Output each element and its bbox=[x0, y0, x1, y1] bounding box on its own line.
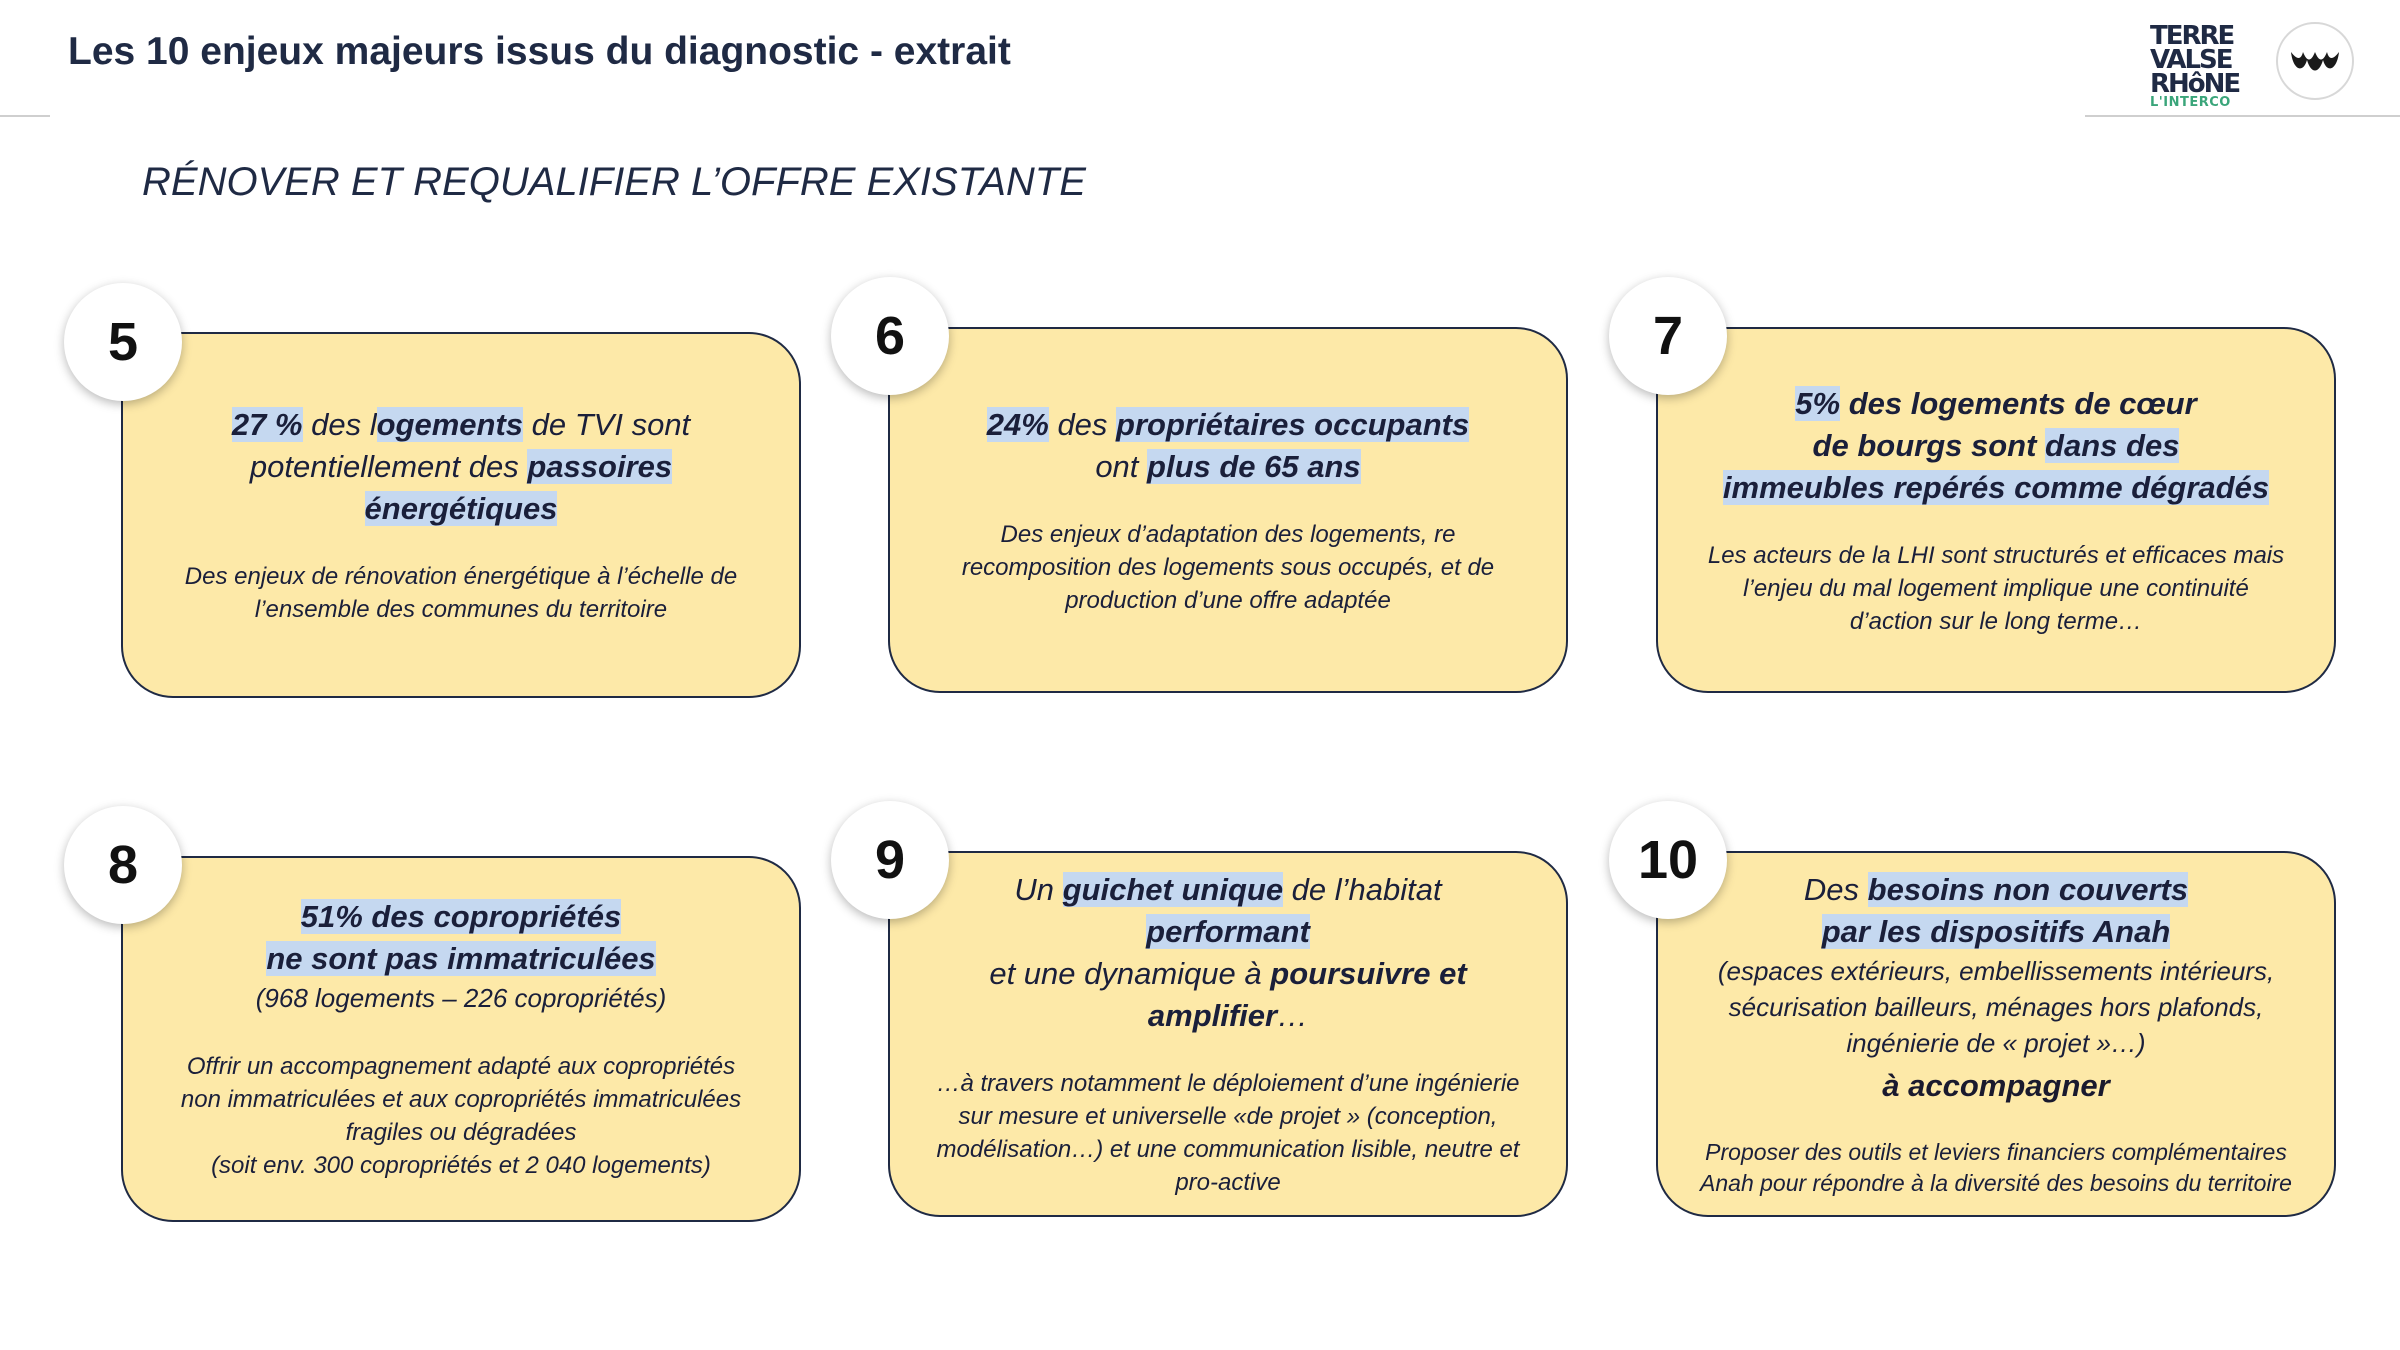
headline-line bbox=[1723, 467, 2269, 509]
highlighted-text: guichet unique bbox=[1062, 872, 1284, 907]
headline-text: potentiellement des bbox=[249, 449, 528, 484]
highlighted-text: 5% bbox=[1795, 385, 1841, 421]
detail-line: (968 logements – 226 copropriétés) bbox=[255, 983, 667, 1013]
headline-text: Un bbox=[1014, 872, 1063, 907]
headline-line bbox=[1723, 425, 2269, 467]
highlighted-text: immeubles repérés comme dégradés bbox=[1722, 469, 2270, 505]
headline-line bbox=[1723, 383, 2269, 425]
terre-valse-rhone-logo bbox=[2150, 21, 2242, 110]
card-headline bbox=[987, 404, 1469, 488]
description-line: Des enjeux de rénovation énergétique à l’échelle de bbox=[184, 563, 738, 590]
enjeu-card-7 bbox=[1656, 327, 2336, 693]
card-description bbox=[962, 518, 1494, 617]
description-line: d’action sur le long terme… bbox=[1849, 607, 2143, 635]
headline-text: et une dynamique à bbox=[989, 956, 1271, 991]
headline-text: amplifier bbox=[1147, 998, 1278, 1033]
detail-line: ingénierie de « projet »…) bbox=[1846, 1028, 2146, 1058]
description-line: pro-active bbox=[1175, 1169, 1281, 1196]
enjeu-card-8 bbox=[121, 856, 801, 1222]
logo-line: RHôNE bbox=[2150, 69, 2240, 99]
description-line: l’ensemble des communes du territoire bbox=[254, 596, 668, 623]
headline-text: des logements de cœur bbox=[1840, 385, 2197, 421]
headline-text: des bbox=[1048, 406, 1117, 442]
enjeu-card-5 bbox=[121, 332, 801, 698]
enjeu-number-badge: 7 bbox=[1609, 277, 1727, 395]
description-line: non immatriculées et aux copropriétés immatriculées bbox=[180, 1086, 742, 1113]
enjeu-card-10 bbox=[1656, 851, 2336, 1217]
card-headline bbox=[930, 869, 1526, 1037]
highlighted-text: 51% des copropriétés bbox=[300, 899, 622, 934]
headline-line bbox=[1804, 911, 2188, 953]
card-description bbox=[937, 1067, 1520, 1199]
headline-line bbox=[930, 953, 1526, 995]
description-line: fragiles ou dégradées bbox=[345, 1119, 577, 1146]
highlighted-text: 24% bbox=[986, 406, 1049, 442]
highlighted-text: ne sont pas immatriculées bbox=[266, 941, 656, 976]
description-line: l’enjeu du mal logement implique une continuité bbox=[1743, 574, 2249, 602]
headline-line bbox=[1804, 869, 2188, 911]
highlighted-text: énergétiques bbox=[364, 491, 558, 526]
headline-line bbox=[232, 404, 690, 446]
highlighted-text: plus de 65 ans bbox=[1147, 448, 1361, 484]
card-headline bbox=[232, 404, 690, 530]
card-description bbox=[181, 1050, 741, 1182]
highlighted-text: dans des bbox=[2045, 427, 2180, 463]
description-line: modélisation…) et une communication lisible, neutre et bbox=[936, 1136, 1520, 1163]
highlighted-text: ogements bbox=[376, 407, 524, 442]
highlighted-text: propriétaires occupants bbox=[1116, 406, 1470, 442]
headline-line bbox=[930, 995, 1526, 1037]
highlighted-text: 27 % bbox=[231, 407, 303, 442]
headline-line bbox=[266, 896, 655, 938]
headline-line bbox=[232, 446, 690, 488]
headline-text: de l’habitat bbox=[1283, 872, 1442, 907]
headline-line bbox=[930, 869, 1526, 953]
highlighted-text: passoires bbox=[527, 449, 673, 484]
section-subtitle: RÉNOVER ET REQUALIFIER L’OFFRE EXISTANTE bbox=[142, 160, 1086, 204]
headline-line bbox=[266, 938, 655, 980]
headline-text: poursuivre et bbox=[1270, 956, 1467, 991]
highlighted-text: par les dispositifs Anah bbox=[1821, 914, 2171, 949]
description-line: sur mesure et universelle «de projet » (conception, bbox=[958, 1103, 1498, 1130]
description-line: Anah pour répondre à la diversité des besoins du territoire bbox=[1700, 1170, 2292, 1196]
enjeu-number-badge: 6 bbox=[831, 277, 949, 395]
headline-text: de bourgs sont bbox=[1812, 427, 2046, 463]
header-divider-left bbox=[0, 115, 50, 117]
description-line: (soit env. 300 copropriétés et 2 040 logements) bbox=[211, 1152, 711, 1179]
logo-subline: L'INTERCO bbox=[2150, 95, 2231, 110]
description-line: Les acteurs de la LHI sont structurés et efficaces mais bbox=[1707, 541, 2285, 569]
enjeu-number-badge: 8 bbox=[64, 806, 182, 924]
card-description bbox=[1700, 1137, 2292, 1199]
headline-text: des l bbox=[302, 407, 377, 442]
card-headline bbox=[1804, 869, 2188, 953]
partner-logo-icon bbox=[2276, 22, 2354, 100]
logo-line: TERRE bbox=[2150, 21, 2234, 51]
enjeu-card-9 bbox=[888, 851, 1568, 1217]
headline-text: … bbox=[1277, 998, 1309, 1033]
headline-line bbox=[987, 446, 1469, 488]
detail-line: (espaces extérieurs, embellissements intérieurs, bbox=[1717, 956, 2275, 986]
enjeu-card-6 bbox=[888, 327, 1568, 693]
headline-line bbox=[987, 404, 1469, 446]
card-headline bbox=[1723, 383, 2269, 509]
description-line: Des enjeux d’adaptation des logements, re bbox=[1000, 520, 1456, 548]
card-detail bbox=[256, 980, 666, 1016]
highlighted-text: besoins non couverts bbox=[1867, 872, 2189, 907]
enjeu-number-badge: 10 bbox=[1609, 801, 1727, 919]
description-line: production d’une offre adaptée bbox=[1065, 586, 1391, 614]
card-description bbox=[1708, 539, 2284, 638]
description-line: Proposer des outils et leviers financiers complémentaires bbox=[1705, 1139, 2287, 1165]
detail-line: sécurisation bailleurs, ménages hors plafonds, bbox=[1728, 992, 2264, 1022]
headline-text: de TVI sont bbox=[523, 407, 691, 442]
card-headline bbox=[266, 896, 655, 980]
card-description bbox=[185, 560, 737, 626]
headline-line bbox=[232, 488, 690, 530]
enjeu-number-badge: 5 bbox=[64, 283, 182, 401]
page-title: Les 10 enjeux majeurs issus du diagnostic - extrait bbox=[68, 30, 1011, 73]
card-emphasis: à accompagner bbox=[1882, 1068, 2110, 1103]
description-line: …à travers notamment le déploiement d’une ingénierie bbox=[936, 1070, 1520, 1097]
headline-text: Des bbox=[1803, 872, 1868, 907]
enjeu-number-badge: 9 bbox=[831, 801, 949, 919]
headline-text: ont bbox=[1095, 448, 1148, 484]
card-detail bbox=[1718, 953, 2274, 1061]
header-divider-right bbox=[2085, 115, 2400, 117]
description-line: recomposition des logements sous occupés, et de bbox=[961, 553, 1495, 581]
highlighted-text: performant bbox=[1146, 914, 1310, 949]
description-line: Offrir un accompagnement adapté aux copropriétés bbox=[186, 1053, 736, 1080]
logo-line: VALSE bbox=[2150, 45, 2232, 75]
